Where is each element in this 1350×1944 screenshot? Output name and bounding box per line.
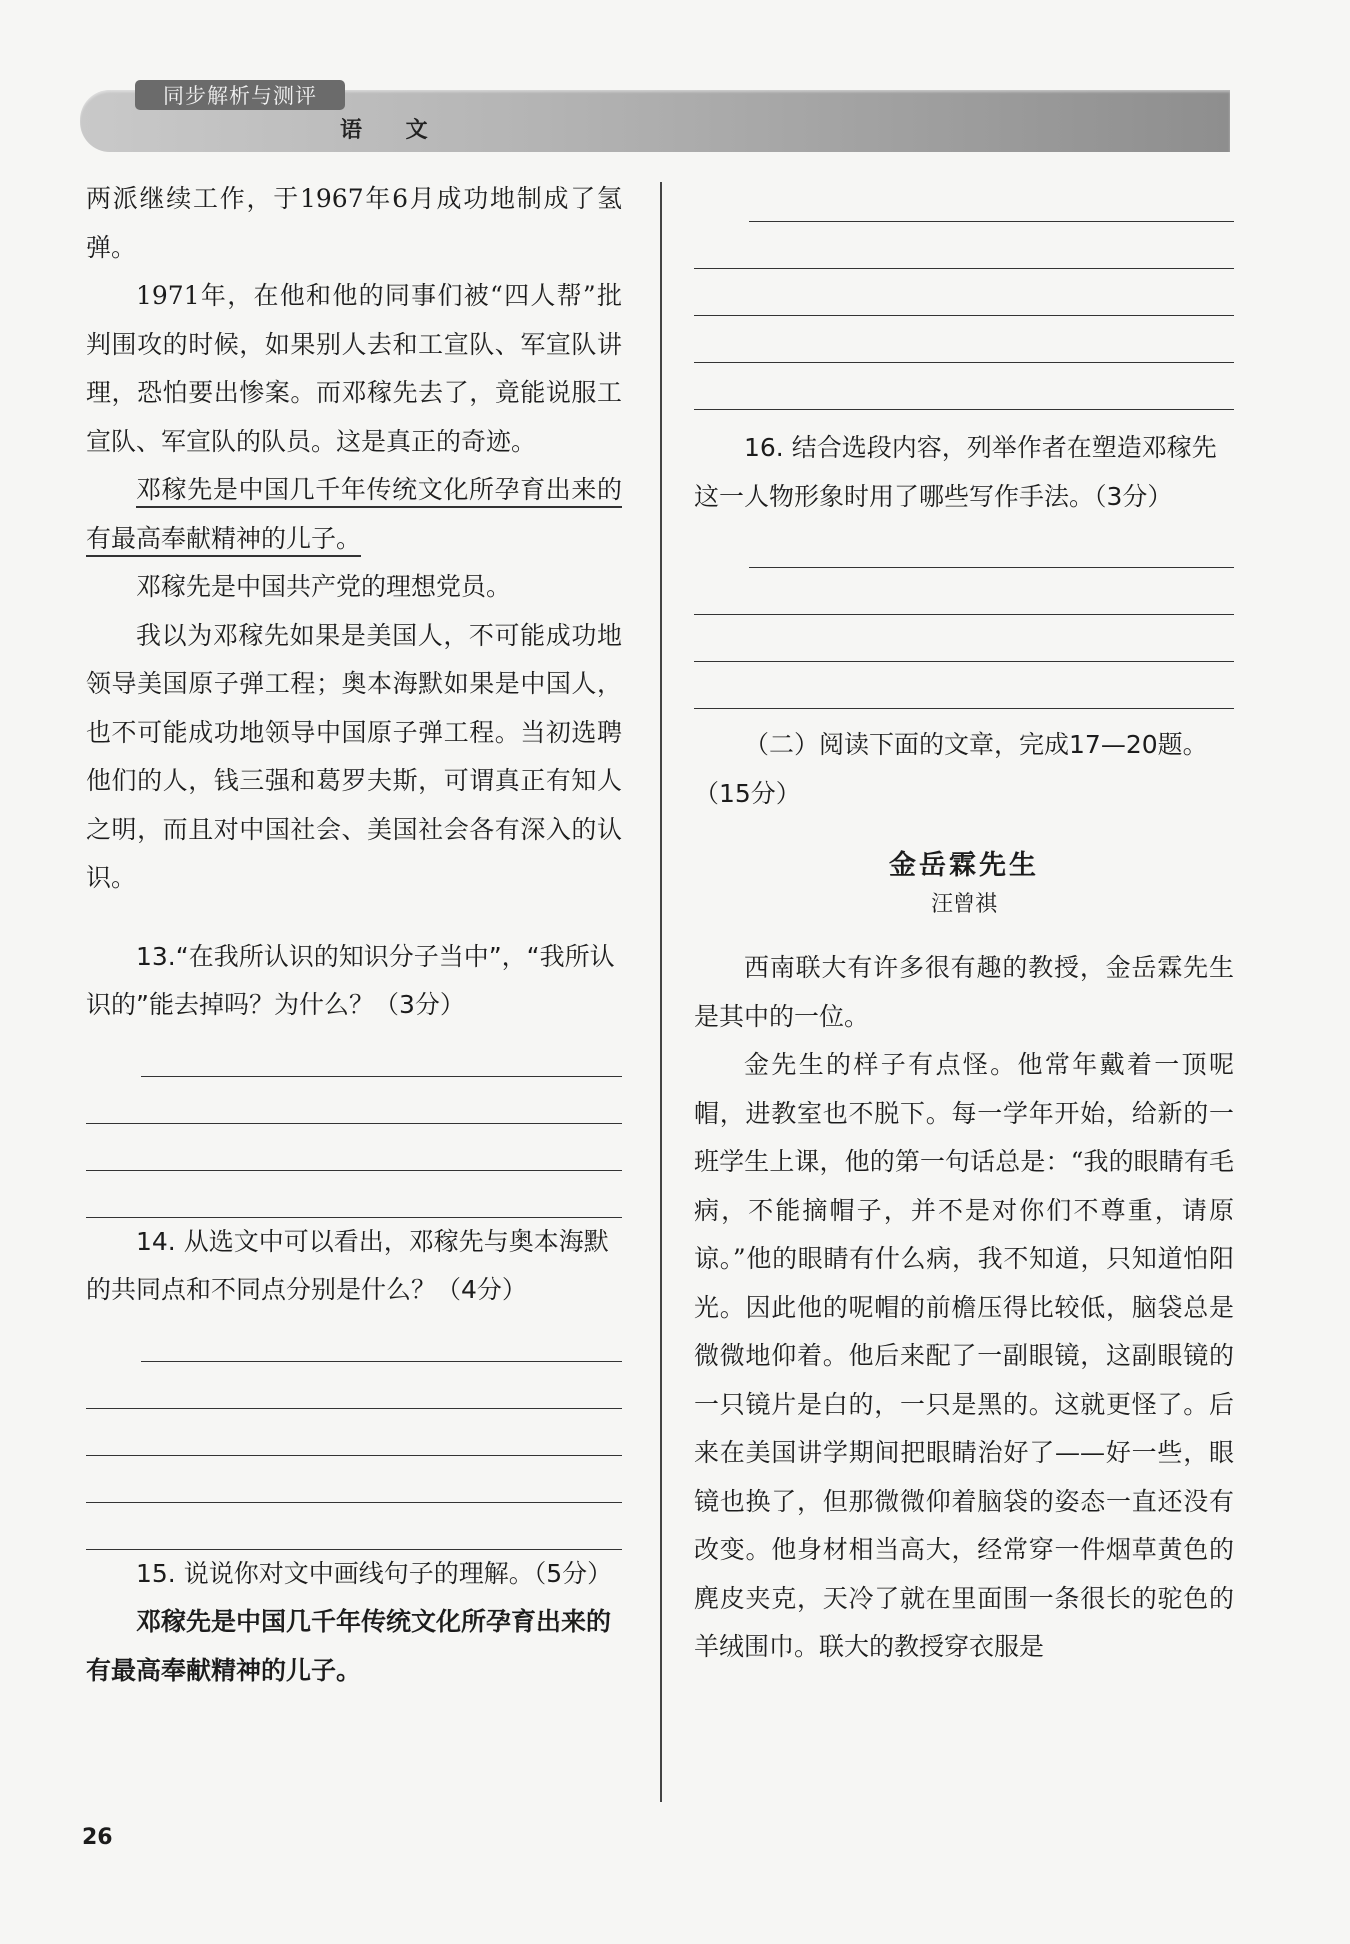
answer-line xyxy=(749,521,1234,568)
answer-line xyxy=(694,222,1234,269)
question-13: 13.“在我所认识的知识分子当中”，“我所认识的”能去掉吗？为什么？（3分） xyxy=(86,941,615,1019)
answer-area-16[interactable] xyxy=(694,521,1234,709)
article-paragraph: 金先生的样子有点怪。他常年戴着一顶呢帽，进教室也不脱下。每一学年开始，给新的一班学生上课，他的第一句话总是：“我的眼睛有毛病，不能摘帽子，并不是对你们不尊重，请原谅。”他的眼睛有什么病，我不知道，只知道怕阳光。因此他的呢帽的前檐压得比较低，脑袋总是微微地仰着。他后来配了一副眼镜，这副眼镜的一只镜片是白的，一只是黑的。这就更怪了。后来在美国讲学期间把眼睛治好了——好一些，眼镜也换了，但那微微仰着脑袋的姿态一直还没有改变。他身材相当高大，经常穿一件烟草黄色的麂皮夹克，天冷了就在里面围一条很长的驼色的羊绒围巾。联大的教授穿衣服是 xyxy=(694,1050,1234,1661)
left-column xyxy=(86,175,622,1695)
answer-line xyxy=(141,1030,622,1077)
answer-line xyxy=(86,1409,622,1456)
underlined-sentence: 邓稼先是中国几千年传统文化所孕育出来的有最高奉献精神的儿子。 xyxy=(86,475,622,557)
answer-area-14[interactable] xyxy=(86,1315,622,1550)
question-14: 14. 从选文中可以看出，邓稼先与奥本海默的共同点和不同点分别是什么？（4分） xyxy=(86,1226,609,1304)
answer-line xyxy=(694,662,1234,709)
answer-line xyxy=(694,363,1234,410)
answer-line xyxy=(86,1503,622,1550)
question-15: 15. 说说你对文中画线句子的理解。（5分） xyxy=(136,1558,613,1588)
answer-line xyxy=(749,175,1234,222)
answer-line xyxy=(86,1077,622,1124)
paragraph: 两派继续工作，于1967年6月成功地制成了氢弹。 xyxy=(86,184,622,262)
quoted-sentence: 邓稼先是中国几千年传统文化所孕育出来的有最高奉献精神的儿子。 xyxy=(86,1607,612,1685)
section-2-instruction: （二）阅读下面的文章，完成17—20题。（15分） xyxy=(694,730,1208,808)
answer-line xyxy=(694,269,1234,316)
article-author: 汪曾祺 xyxy=(930,892,997,917)
answer-line xyxy=(86,1171,622,1218)
answer-area-13[interactable] xyxy=(86,1030,622,1218)
subject-label: 语 文 xyxy=(340,117,446,143)
answer-line xyxy=(86,1362,622,1409)
question-16: 16. 结合选段内容，列举作者在塑造邓稼先这一人物形象时用了哪些写作手法。（3分） xyxy=(694,433,1217,511)
right-column xyxy=(694,175,1234,1672)
answer-line xyxy=(141,1315,622,1362)
article-paragraph: 西南联大有许多很有趣的教授，金岳霖先生是其中的一位。 xyxy=(694,953,1234,1031)
answer-area-continued[interactable] xyxy=(694,175,1234,410)
column-divider xyxy=(660,182,662,1802)
article-title: 金岳霖先生 xyxy=(889,850,1039,881)
answer-line xyxy=(86,1124,622,1171)
answer-line xyxy=(694,316,1234,363)
answer-line xyxy=(694,615,1234,662)
answer-line xyxy=(694,568,1234,615)
answer-line xyxy=(86,1456,622,1503)
series-badge: 同步解析与测评 xyxy=(135,80,345,110)
paragraph: 我以为邓稼先如果是美国人，不可能成功地领导美国原子弹工程；奥本海默如果是中国人，也不可能成功地领导中国原子弹工程。当初选聘他们的人，钱三强和葛罗夫斯，可谓真正有知人之明，而且对中国社会、美国社会各有深入的认识。 xyxy=(86,620,622,892)
paragraph: 邓稼先是中国共产党的理想党员。 xyxy=(136,572,512,601)
page-number: 26 xyxy=(82,1825,113,1850)
paragraph: 1971年，在他和他的同事们被“四人帮”批判围攻的时候，如果别人去和工宣队、军宣队讲理，恐怕要出惨案。而邓稼先去了，竟能说服工宣队、军宣队的队员。这是真正的奇迹。 xyxy=(86,281,622,456)
underlined-paragraph xyxy=(86,466,622,563)
